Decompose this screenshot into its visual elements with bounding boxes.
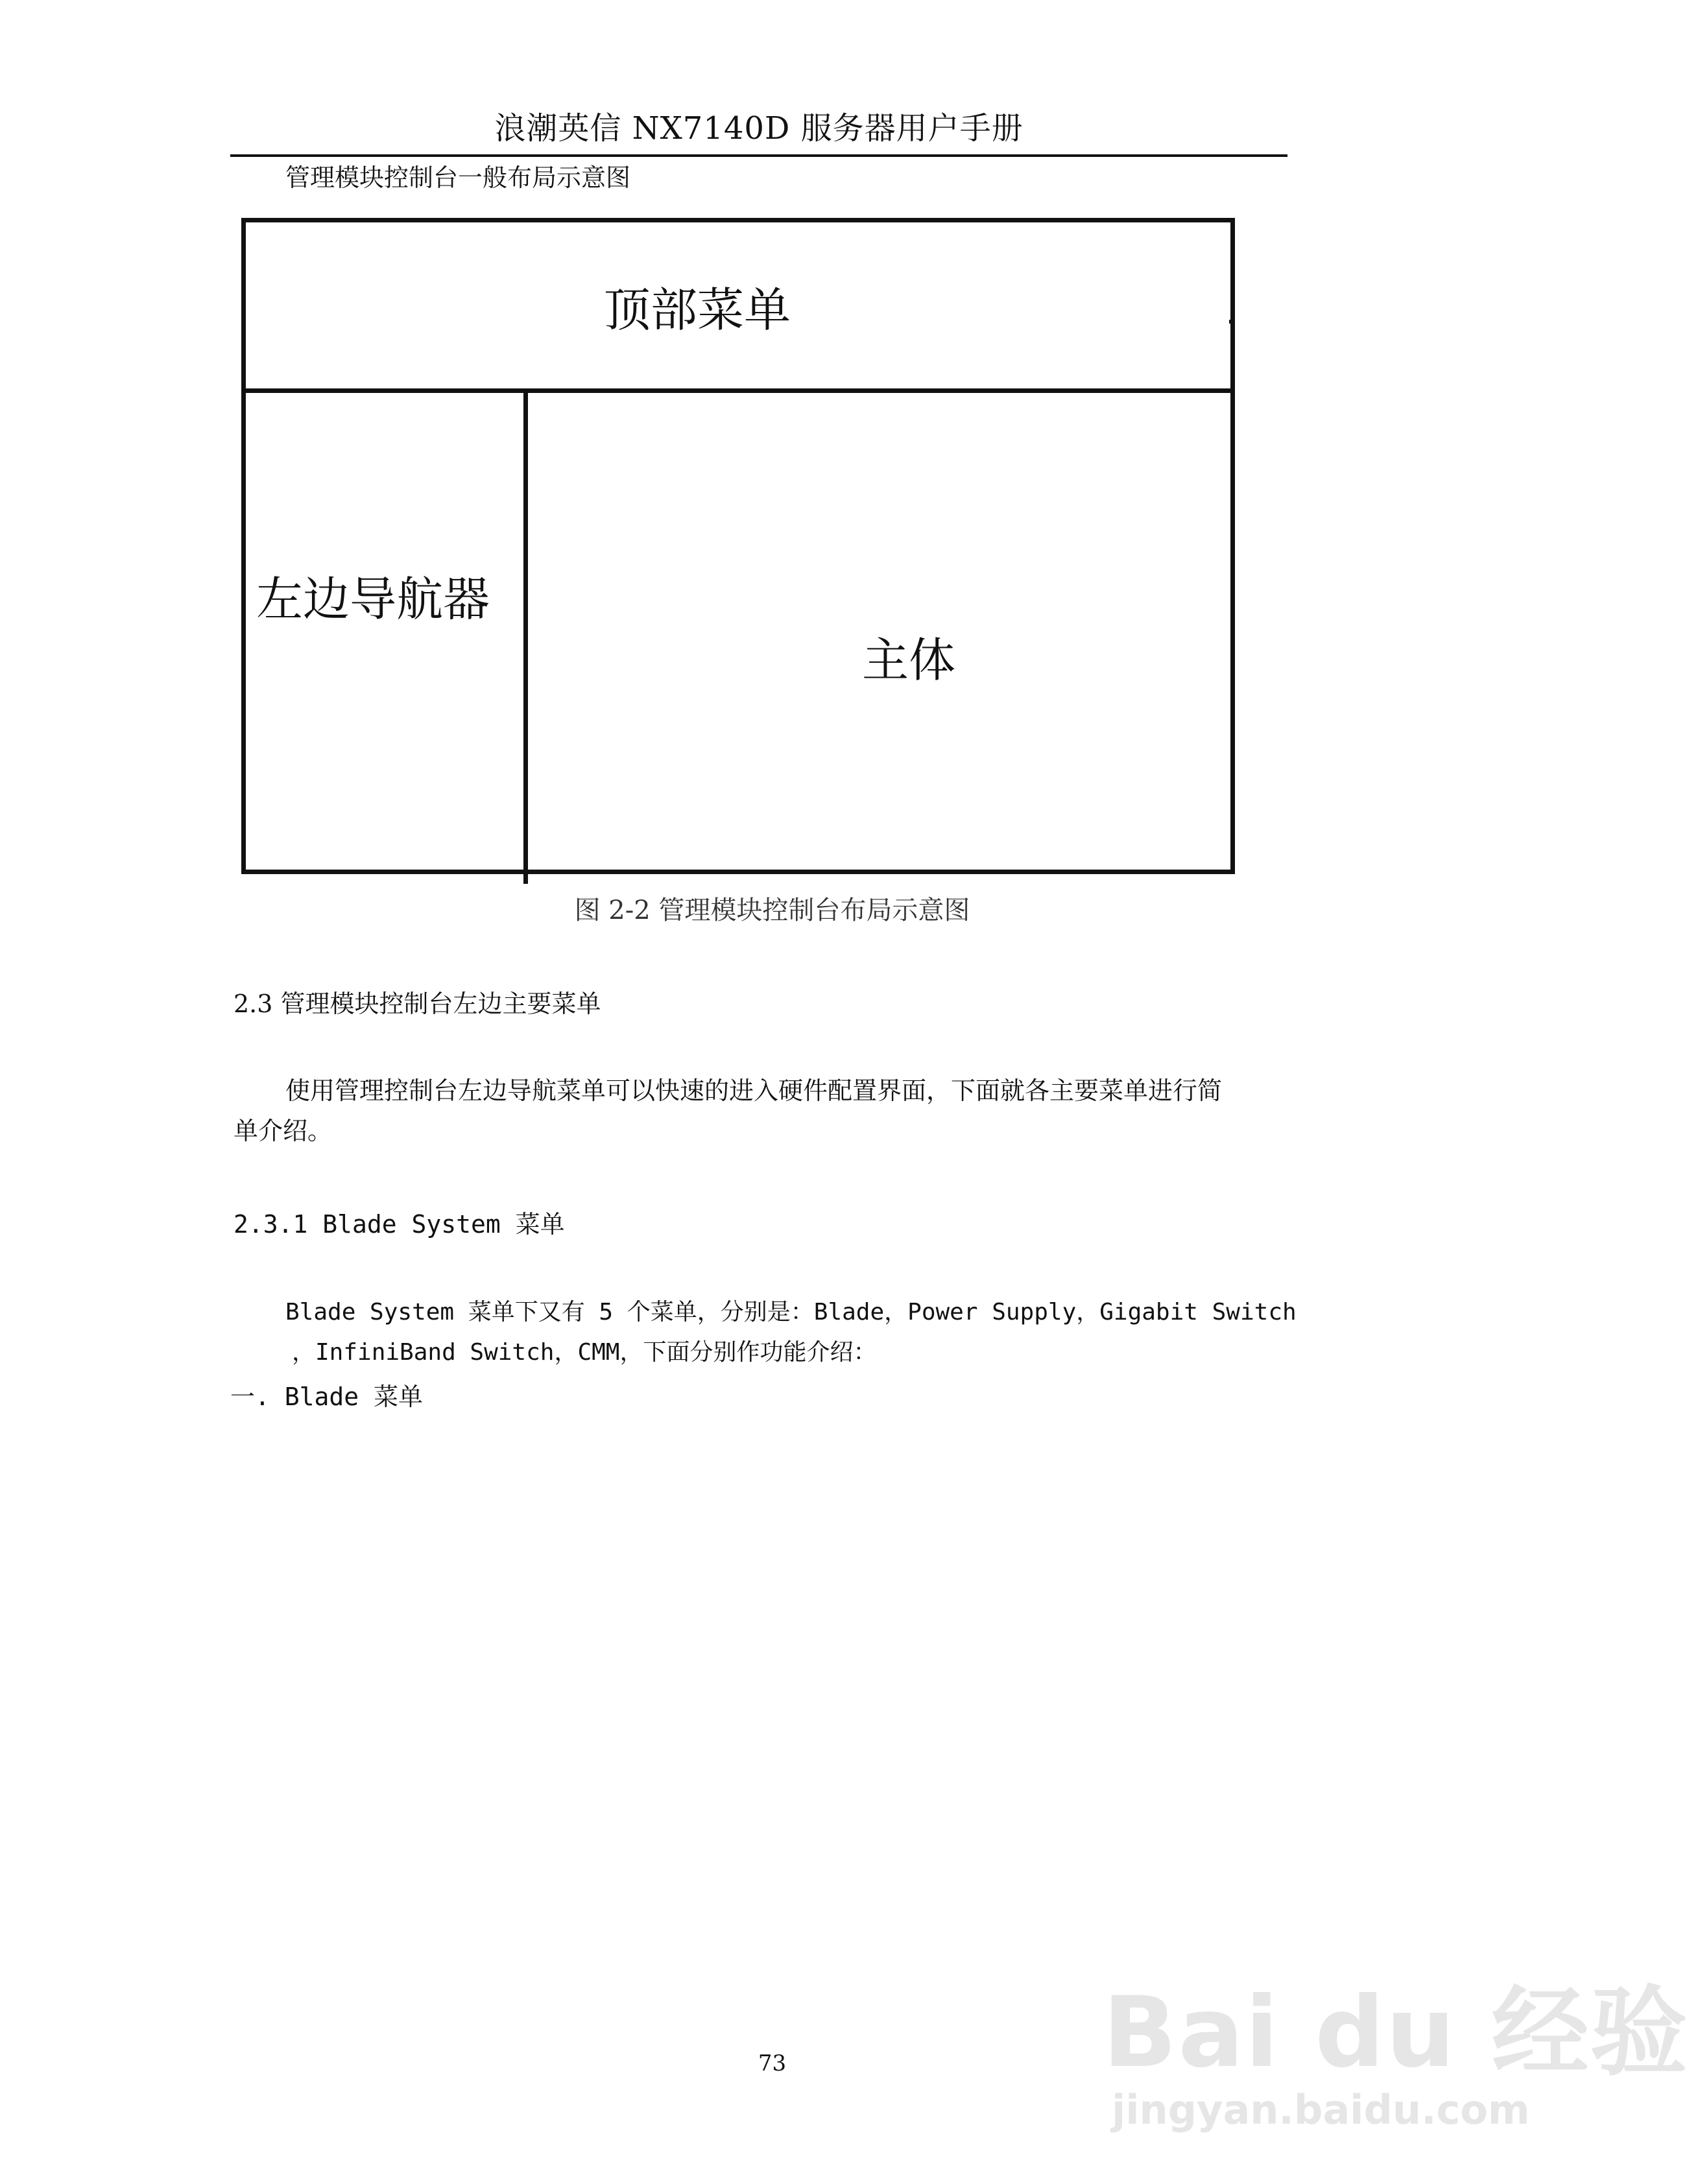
watermark-brand: Bai du 经验 [1103,1976,1689,2089]
figure-intro: 管理模块控制台一般布局示意图 [285,163,631,192]
header-rule [230,154,1288,157]
diagram-left-nav-label: 左边导航器 [256,572,490,626]
diagram-main-body-label: 主体 [862,633,956,687]
section-2-3-paragraph-line1: 使用管理控制台左边导航菜单可以快速的进入硬件配置界面，下面就各主要菜单进行简 [285,1076,1223,1105]
layout-diagram [241,218,1235,874]
diagram-mark [1229,320,1233,324]
section-2-3-1-heading: 2.3.1 Blade System 菜单 [234,1210,565,1239]
page-number: 73 [758,2050,787,2076]
running-header-title: 浪潮英信 NX7140D 服务器用户手册 [494,110,1024,147]
diagram-side-divider [523,391,528,884]
watermark-url: jingyan.baidu.com [1112,2086,1530,2133]
diagram-top-divider [246,388,1230,393]
diagram-top-menu-label: 顶部菜单 [604,283,791,337]
section-2-3-paragraph-line2: 单介绍。 [234,1117,333,1145]
baidu-jingyan-watermark [1103,1976,1689,2140]
section-2-3-heading: 2.3 管理模块控制台左边主要菜单 [234,990,601,1018]
figure-caption: 图 2-2 管理模块控制台布局示意图 [574,896,970,925]
section-2-3-1-paragraph-line1: Blade System 菜单下又有 5 个菜单，分别是：Blade，Power Supply，Gigabit Switch [285,1299,1297,1325]
section-2-3-1-paragraph-line2: ，InfiniBand Switch，CMM，下面分别作功能介绍： [292,1339,877,1366]
blade-menu-subheading: 一. Blade 菜单 [230,1383,424,1411]
